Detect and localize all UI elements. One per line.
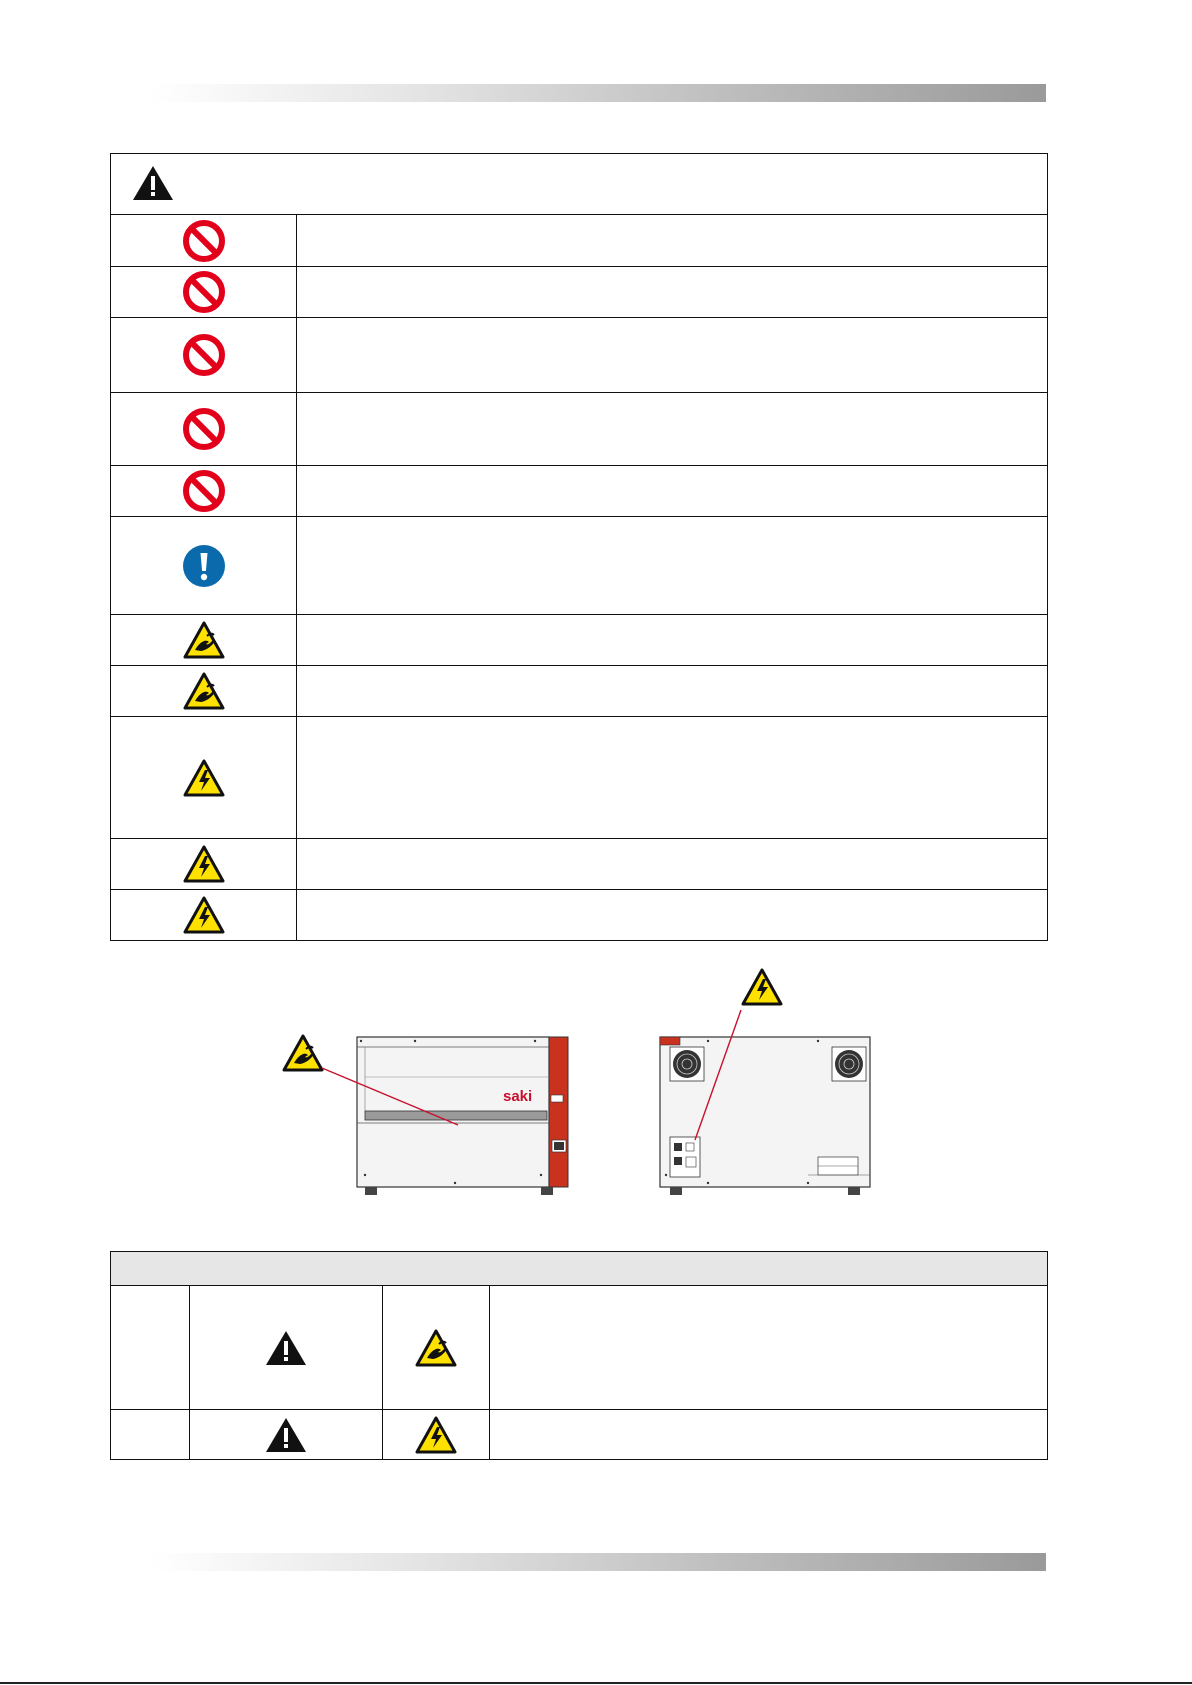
prohibition-icon bbox=[182, 219, 226, 263]
pinch-hazard-icon bbox=[183, 672, 225, 710]
row-text bbox=[297, 517, 1047, 614]
row-text bbox=[297, 466, 1047, 516]
warning-icon bbox=[264, 1329, 308, 1367]
table-row bbox=[111, 839, 1047, 890]
row-text bbox=[297, 615, 1047, 665]
table-row bbox=[111, 215, 1047, 267]
safety-precautions-table bbox=[110, 153, 1048, 941]
pinch-hazard-icon bbox=[415, 1329, 457, 1367]
table-row bbox=[111, 267, 1047, 318]
row-number bbox=[111, 1410, 190, 1459]
table-row bbox=[111, 1286, 1047, 1410]
machine-front-view bbox=[355, 1035, 570, 1200]
table-row bbox=[111, 466, 1047, 517]
electric-shock-label-icon bbox=[741, 968, 783, 1006]
header-gradient-bar bbox=[150, 84, 1046, 102]
row-text bbox=[490, 1410, 1047, 1459]
prohibition-icon bbox=[182, 333, 226, 377]
electric-shock-icon bbox=[415, 1416, 457, 1454]
warning-icon bbox=[131, 164, 175, 202]
table-row bbox=[111, 717, 1047, 839]
label-table-heading bbox=[111, 1252, 1047, 1286]
prohibition-icon bbox=[182, 407, 226, 451]
warning-label-table bbox=[110, 1251, 1048, 1460]
row-text bbox=[297, 890, 1047, 940]
row-text bbox=[297, 717, 1047, 838]
table-row bbox=[111, 615, 1047, 666]
table-heading bbox=[111, 154, 1047, 215]
row-text bbox=[297, 666, 1047, 716]
row-text bbox=[297, 215, 1047, 266]
mandatory-action-icon bbox=[182, 544, 226, 588]
footer-rule bbox=[0, 1682, 1192, 1684]
footer-gradient-bar bbox=[150, 1553, 1046, 1571]
warning-icon bbox=[264, 1416, 308, 1454]
table-row bbox=[111, 393, 1047, 466]
row-text bbox=[297, 839, 1047, 889]
prohibition-icon bbox=[182, 270, 226, 314]
electric-shock-icon bbox=[183, 845, 225, 883]
table-row bbox=[111, 1410, 1047, 1459]
pinch-hazard-label-icon bbox=[282, 1034, 324, 1072]
pinch-hazard-icon bbox=[183, 621, 225, 659]
saki-logo: saki bbox=[503, 1088, 533, 1105]
row-text bbox=[297, 318, 1047, 392]
electric-shock-icon bbox=[183, 896, 225, 934]
table-row bbox=[111, 890, 1047, 940]
electric-shock-icon bbox=[183, 759, 225, 797]
row-text bbox=[297, 393, 1047, 465]
table-row bbox=[111, 318, 1047, 393]
table-row bbox=[111, 666, 1047, 717]
row-number bbox=[111, 1286, 190, 1409]
machine-rear-view bbox=[658, 1035, 873, 1200]
prohibition-icon bbox=[182, 469, 226, 513]
table-row bbox=[111, 517, 1047, 615]
row-text bbox=[490, 1286, 1047, 1409]
row-text bbox=[297, 267, 1047, 317]
